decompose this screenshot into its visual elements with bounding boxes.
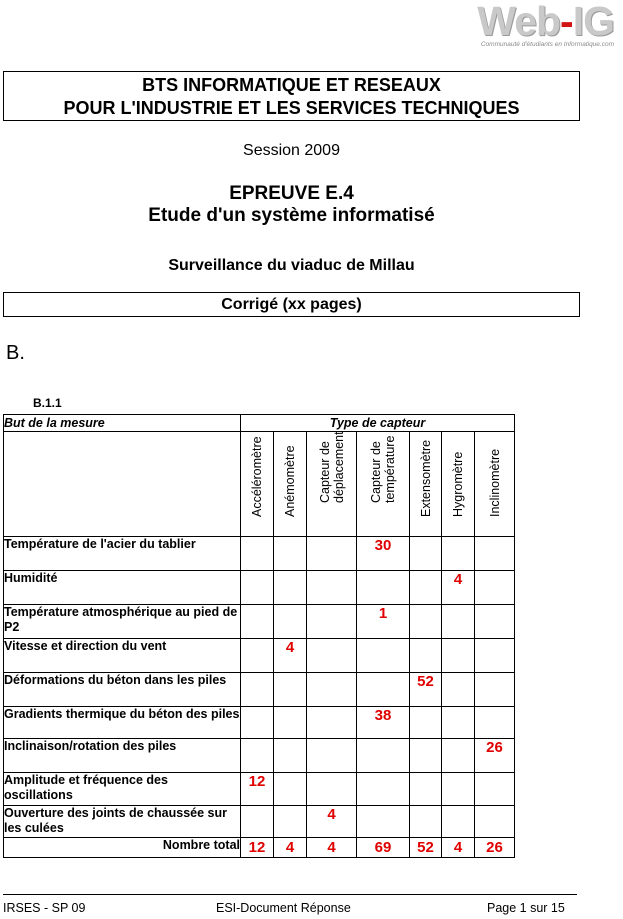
total-value-cell: 4 bbox=[307, 838, 357, 858]
sensor-count-cell: 4 bbox=[442, 571, 475, 605]
table-row bbox=[4, 605, 515, 639]
table-row bbox=[4, 571, 515, 605]
logo-wordmark: Web-IG bbox=[477, 0, 614, 44]
sensor-count-cell bbox=[274, 806, 307, 838]
sensor-count-cell bbox=[274, 773, 307, 806]
measure-label: Température de l'acier du tablier bbox=[4, 537, 241, 571]
sensor-count-cell bbox=[307, 571, 357, 605]
table-row bbox=[4, 537, 515, 571]
total-value-cell: 69 bbox=[357, 838, 410, 858]
sensor-count-cell bbox=[241, 673, 274, 707]
sensor-count-cell: 30 bbox=[357, 537, 410, 571]
sensor-count-cell bbox=[442, 806, 475, 838]
table-header-row bbox=[4, 415, 515, 432]
total-value-cell: 4 bbox=[442, 838, 475, 858]
sensor-count-cell: 4 bbox=[307, 806, 357, 838]
sensor-count-cell bbox=[410, 639, 442, 673]
sensor-count-cell bbox=[410, 707, 442, 739]
sensor-count-cell: 38 bbox=[357, 707, 410, 739]
sensor-name-line: Capteur de bbox=[369, 441, 383, 503]
measure-label: Température atmosphérique au pied de P2 bbox=[4, 605, 241, 639]
footer-left: IRSES - SP 09 bbox=[3, 901, 86, 915]
sensor-header-cell bbox=[410, 432, 442, 537]
sensor-count-cell bbox=[410, 605, 442, 639]
sensor-name bbox=[283, 445, 297, 517]
header-sensor-type: Type de capteur bbox=[241, 415, 515, 432]
session-label: Session 2009 bbox=[243, 142, 340, 159]
sensor-count-cell bbox=[274, 537, 307, 571]
sensor-header-cell bbox=[241, 432, 274, 537]
sensor-count-cell bbox=[241, 571, 274, 605]
measure-label: Vitesse et direction du vent bbox=[4, 639, 241, 673]
sensor-count-cell bbox=[307, 605, 357, 639]
sensor-name bbox=[451, 452, 465, 517]
table-row bbox=[4, 673, 515, 707]
sensor-count-cell bbox=[442, 605, 475, 639]
table-row bbox=[4, 639, 515, 673]
sensor-count-cell bbox=[274, 571, 307, 605]
sensor-names-row bbox=[4, 432, 515, 537]
section-heading: B. bbox=[6, 342, 25, 364]
sensor-count-cell bbox=[241, 639, 274, 673]
sensor-count-cell: 1 bbox=[357, 605, 410, 639]
logo-tagline: Communauté d'étudiants en Informatique.com bbox=[480, 41, 614, 48]
measure-label: Humidité bbox=[4, 571, 241, 605]
sensor-table bbox=[3, 414, 515, 858]
sensor-count-cell bbox=[274, 605, 307, 639]
sensor-count-cell bbox=[274, 673, 307, 707]
sensor-count-cell bbox=[307, 707, 357, 739]
sensor-count-cell bbox=[475, 571, 515, 605]
sensor-name-line: Anémomètre bbox=[283, 445, 297, 517]
sensor-count-cell bbox=[307, 773, 357, 806]
sensor-header-cell bbox=[274, 432, 307, 537]
sensor-name-line: Extensomètre bbox=[418, 439, 433, 517]
sensor-count-cell bbox=[475, 537, 515, 571]
title-line-1: BTS INFORMATIQUE ET RESEAUX bbox=[142, 75, 441, 95]
header-measure-purpose: But de la mesure bbox=[4, 415, 241, 432]
exam-heading bbox=[0, 183, 583, 227]
sensor-count-cell bbox=[307, 673, 357, 707]
measure-label: Gradients thermique du béton des piles bbox=[4, 707, 241, 739]
footer-divider bbox=[3, 894, 577, 895]
sensor-count-cell bbox=[357, 806, 410, 838]
sensor-name-line: Capteur de bbox=[317, 441, 332, 503]
sensor-count-cell bbox=[442, 707, 475, 739]
sensor-count-cell bbox=[442, 537, 475, 571]
sensor-name bbox=[250, 436, 264, 517]
measure-label: Amplitude et fréquence des oscillations bbox=[4, 773, 241, 806]
empty-header-cell bbox=[4, 432, 241, 537]
sensor-count-cell bbox=[475, 673, 515, 707]
sensor-name bbox=[488, 449, 502, 517]
footer-center: ESI-Document Réponse bbox=[216, 901, 351, 915]
sensor-header-cell bbox=[307, 432, 357, 537]
sensor-name-line: Accéléromètre bbox=[250, 436, 264, 517]
sensor-count-cell bbox=[410, 806, 442, 838]
measure-label: Déformations du béton dans les piles bbox=[4, 673, 241, 707]
epreuve-subtitle: Etude d'un système informatisé bbox=[148, 205, 435, 226]
web-ig-logo bbox=[448, 2, 618, 52]
measure-label: Ouverture des joints de chaussée sur les culées bbox=[4, 806, 241, 838]
sensor-count-cell bbox=[442, 739, 475, 773]
total-value-cell: 12 bbox=[241, 838, 274, 858]
sensor-count-cell bbox=[410, 739, 442, 773]
sensor-count-cell bbox=[274, 707, 307, 739]
sensor-header-cell bbox=[475, 432, 515, 537]
sensor-count-cell bbox=[410, 571, 442, 605]
sensor-count-cell bbox=[475, 707, 515, 739]
sensor-count-cell bbox=[357, 639, 410, 673]
total-value-cell: 52 bbox=[410, 838, 442, 858]
sensor-count-cell bbox=[442, 773, 475, 806]
sensor-count-cell: 12 bbox=[241, 773, 274, 806]
sensor-header-cell bbox=[442, 432, 475, 537]
sensor-count-cell bbox=[357, 673, 410, 707]
sensor-count-cell: 52 bbox=[410, 673, 442, 707]
sensor-name-line: déplacement bbox=[331, 431, 346, 503]
sensor-count-cell: 4 bbox=[274, 639, 307, 673]
sensor-header-cell bbox=[357, 432, 410, 537]
sensor-count-cell bbox=[307, 537, 357, 571]
sensor-name bbox=[318, 431, 346, 503]
corrige-box: Corrigé (xx pages) bbox=[3, 292, 580, 317]
table-row bbox=[4, 739, 515, 773]
sensor-name-line: Inclinomètre bbox=[487, 448, 502, 517]
table-row bbox=[4, 806, 515, 838]
title-line-2: POUR L'INDUSTRIE ET LES SERVICES TECHNIQUES bbox=[63, 98, 520, 118]
sensor-count-cell bbox=[442, 639, 475, 673]
measure-label: Inclinaison/rotation des piles bbox=[4, 739, 241, 773]
sensor-count-cell bbox=[274, 739, 307, 773]
table-row bbox=[4, 707, 515, 739]
sensor-count-cell bbox=[241, 707, 274, 739]
sensor-count-cell bbox=[357, 739, 410, 773]
epreuve-title: EPREUVE E.4 bbox=[229, 183, 354, 204]
sensor-count-cell bbox=[241, 537, 274, 571]
sensor-count-cell bbox=[475, 605, 515, 639]
sensor-count-cell bbox=[475, 773, 515, 806]
sensor-count-cell: 26 bbox=[475, 739, 515, 773]
footer-page-number: Page 1 sur 15 bbox=[487, 901, 565, 915]
sensor-name-line: température bbox=[383, 435, 397, 503]
table-row bbox=[4, 773, 515, 806]
sensor-count-cell bbox=[410, 773, 442, 806]
sensor-count-cell bbox=[357, 773, 410, 806]
total-value-cell: 26 bbox=[475, 838, 515, 858]
subject-title: Surveillance du viaduc de Millau bbox=[168, 257, 415, 274]
sensor-count-cell bbox=[357, 571, 410, 605]
sensor-count-cell bbox=[410, 537, 442, 571]
sensor-count-cell bbox=[241, 605, 274, 639]
sensor-count-cell bbox=[241, 806, 274, 838]
sensor-count-cell bbox=[241, 739, 274, 773]
sensor-count-cell bbox=[307, 739, 357, 773]
sensor-name bbox=[369, 436, 397, 503]
sensor-name-line: Hygromètre bbox=[451, 451, 465, 517]
total-label: Nombre total bbox=[4, 838, 241, 858]
sensor-count-cell bbox=[307, 639, 357, 673]
sensor-count-cell bbox=[475, 806, 515, 838]
sensor-count-cell bbox=[475, 639, 515, 673]
subsection-heading: B.1.1 bbox=[33, 396, 62, 410]
totals-row bbox=[4, 838, 515, 858]
sensor-count-cell bbox=[442, 673, 475, 707]
total-value-cell: 4 bbox=[274, 838, 307, 858]
sensor-name bbox=[419, 440, 433, 517]
document-title-box bbox=[3, 71, 580, 121]
